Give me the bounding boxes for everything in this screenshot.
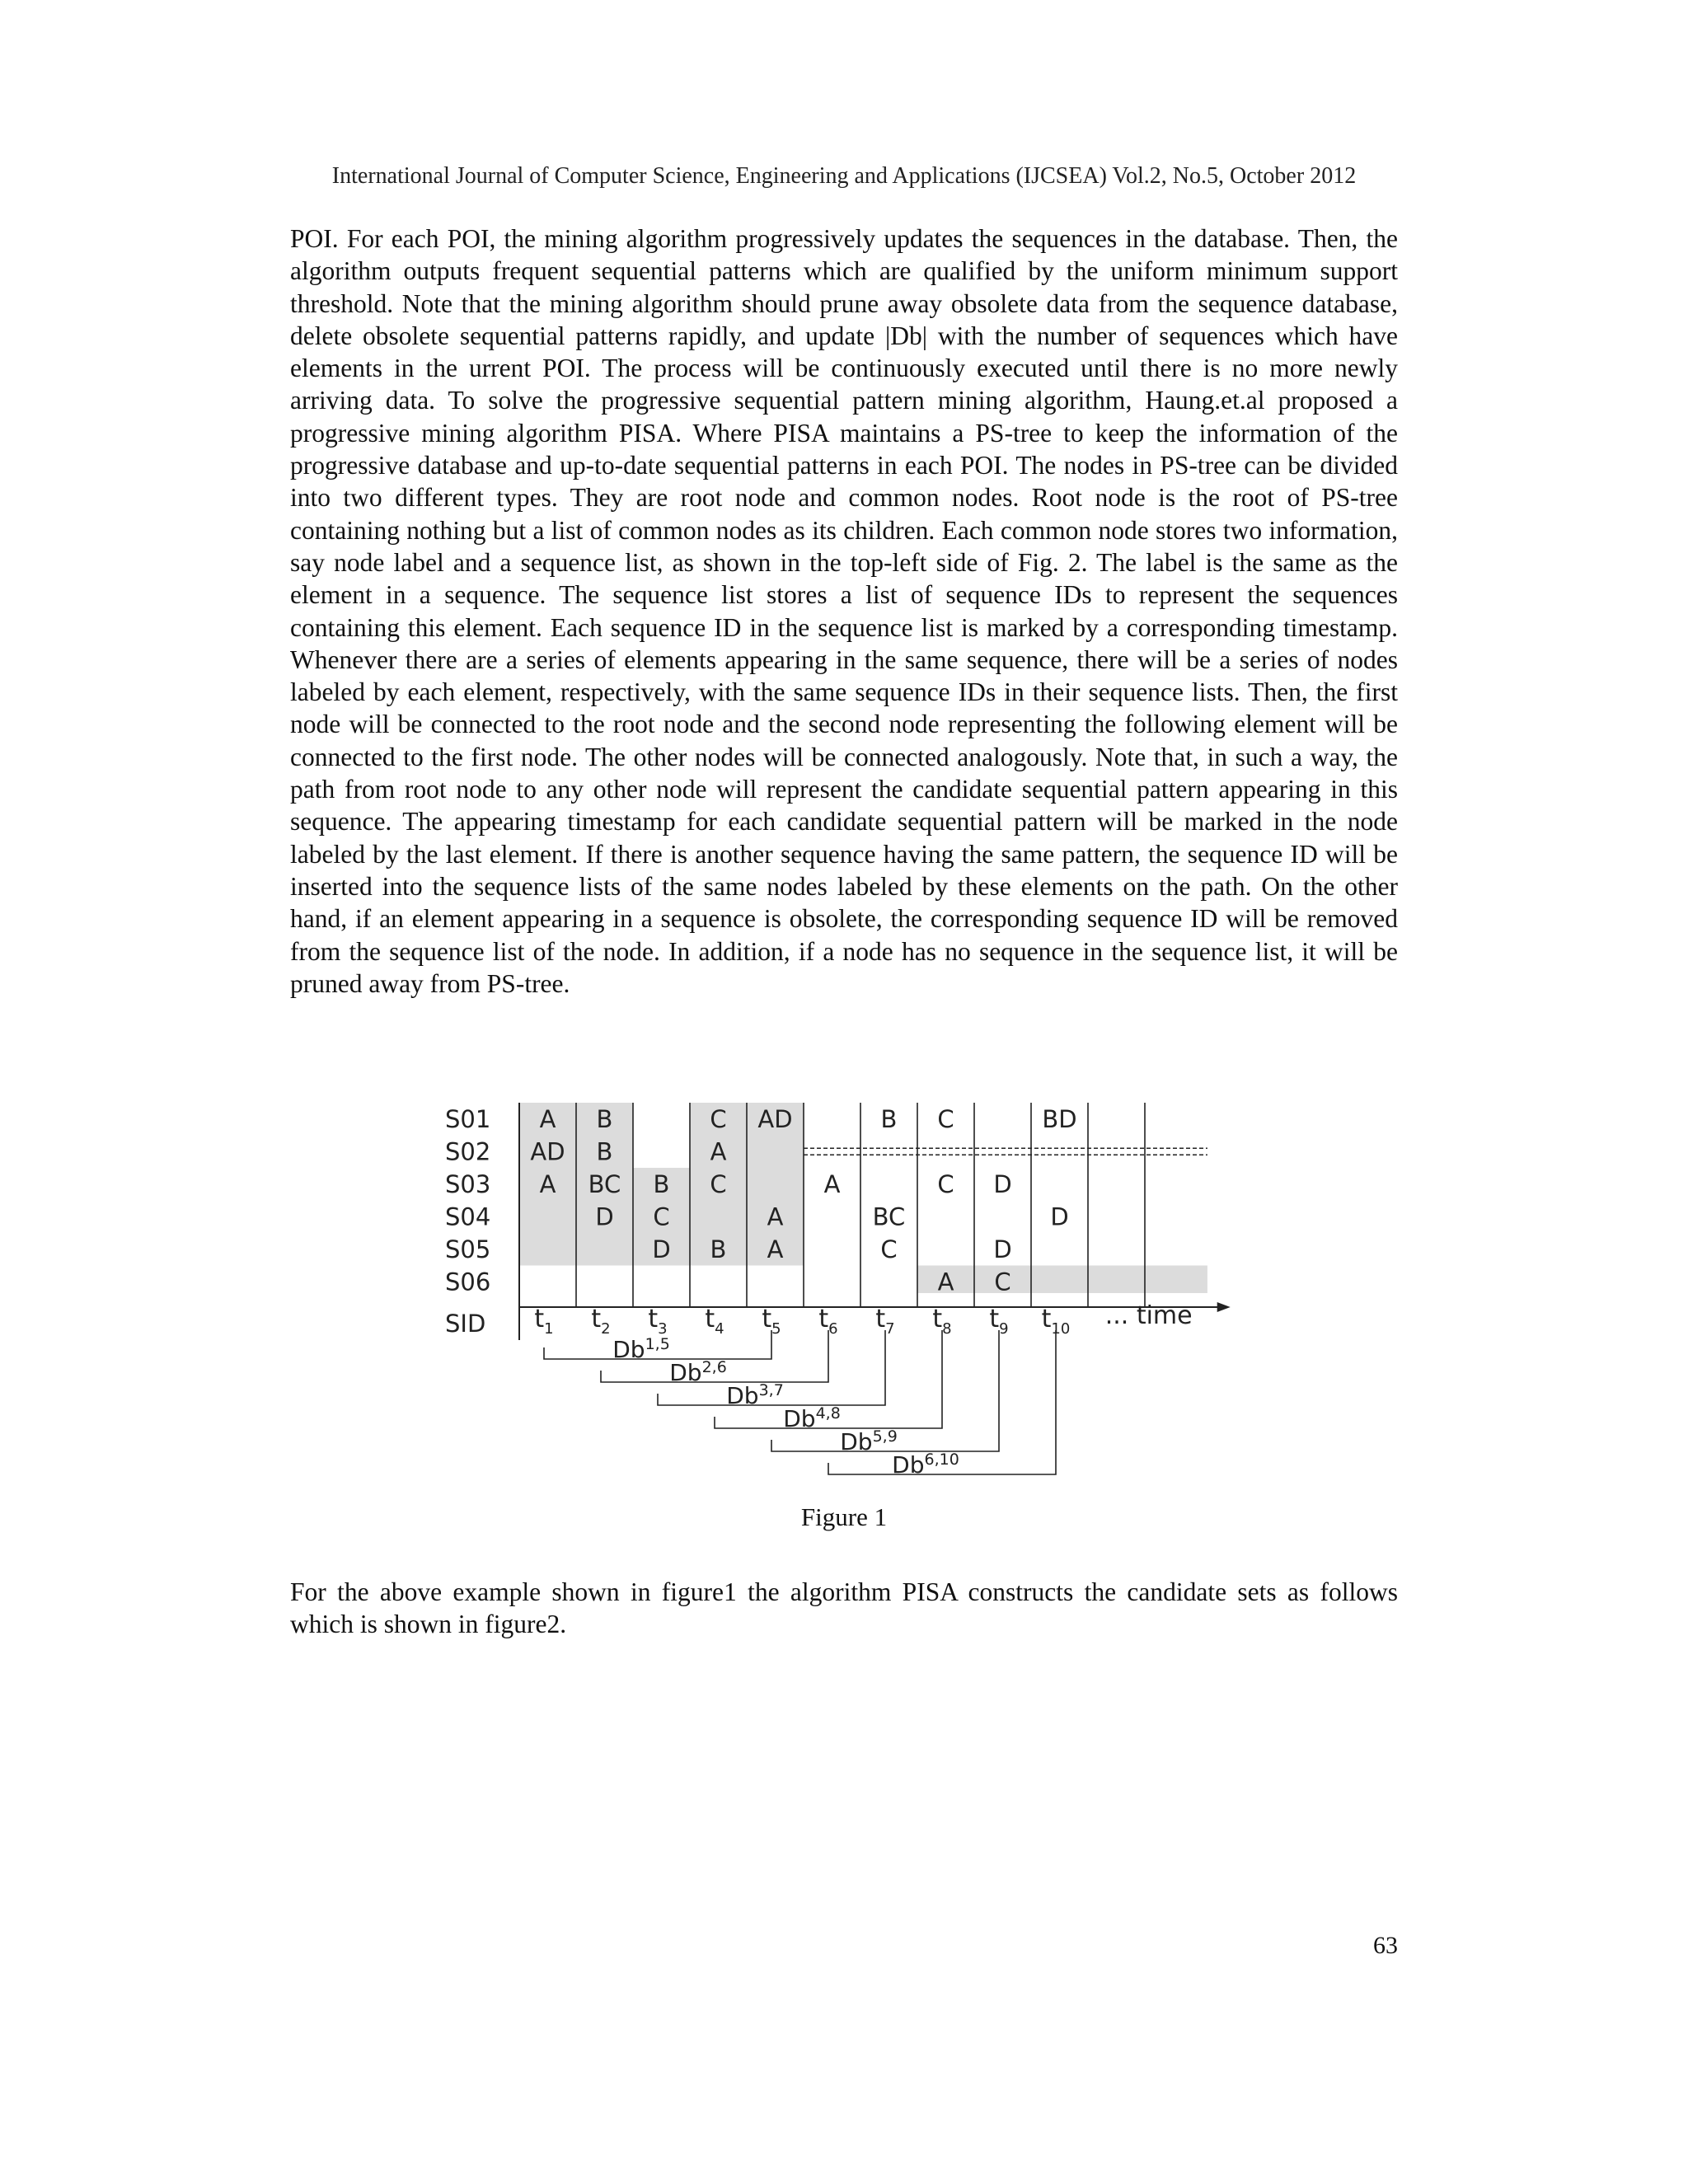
shaded-s06-region [917, 1266, 1207, 1294]
sequence-item: B [653, 1169, 670, 1198]
sequence-id-label: S03 [445, 1169, 491, 1198]
timestamp-label: $t_5$ [762, 1305, 781, 1338]
sequence-item: D [652, 1235, 671, 1263]
window-label: Db$^{1,5}$ [612, 1335, 670, 1363]
sequence-id-label: S06 [445, 1268, 491, 1296]
body-paragraph: POI. For each POI, the mining algorithm progressively updates the sequences in the database. Then, the algorithm outputs frequent sequential patterns which are qualified by the uniform minimum support threshold. Note that the mining algorithm should prune away obsolete data from the sequence database, delete obsolete sequential patterns rapidly, and update |Db| with the number of sequences which have elements in the urrent POI. The process will be continuously executed until there is no more newly arriving data. To solve the progressive sequential pattern mining algorithm, Haung.et.al proposed a progressive mining algorithm PISA. Where PISA maintains a PS-tree to keep the information of the progressive database and up-to-date sequential patterns in each POI. The nodes in PS-tree can be divided into two different types. They are root node and common nodes. Root node is the root of PS-tree containing nothing but a list of common nodes as its children. Each common node stores two information, say node label and a sequence list, as shown in the top-left side of Fig. 2. The label is the same as the element in a sequence. The sequence list stores a list of sequence IDs to represent the sequences containing this element. Each sequence ID in the sequence list is marked by a corresponding timestamp. Whenever there are a series of elements appearing in the same sequence, there will be a series of nodes labeled by each element, respectively, with the same sequence IDs in their sequence lists. Then, the first node will be connected to the root node and the second node representing the following element will be connected to the first node. The other nodes will be connected analogously. Note that, in such a way, the path from root node to any other node will represent the candidate sequential pattern appearing in this sequence. The appearing timestamp for each candidate sequential pattern will be marked in the node labeled by the last element. If there is another sequence having the same pattern, the sequence ID will be inserted into the sequence lists of the same nodes labeled by these elements on the path. On the other hand, if an element appearing in a sequence is obsolete, the corresponding sequence ID will be removed from the sequence list of the node. In addition, if a node has no sequence in the sequence list, it will be pruned away from PS-tree. [290, 224, 1398, 998]
sequence-id-label: S04 [445, 1202, 491, 1231]
timestamp-label: $t_6$ [818, 1305, 838, 1338]
running-header: International Journal of Computer Science, Engineering and Applications (IJCSEA) Vol.2, No.5, October 2012 [331, 163, 1357, 189]
sequence-item: D [1050, 1202, 1069, 1231]
sequence-id-label: S05 [445, 1235, 491, 1263]
sequence-item: BD [1042, 1104, 1077, 1133]
sequence-item: A [767, 1202, 784, 1231]
sequence-item: B [880, 1104, 898, 1133]
window-label: Db$^{2,6}$ [669, 1358, 727, 1386]
sequence-item: D [993, 1235, 1012, 1263]
sequence-item: BC [588, 1169, 621, 1198]
figure-caption: Figure 1 [800, 1502, 888, 1531]
window-label: Db$^{6,10}$ [892, 1451, 959, 1479]
timestamp-label: $t_4$ [705, 1305, 724, 1338]
sequence-item: A [823, 1169, 841, 1198]
window-label: Db$^{3,7}$ [726, 1381, 784, 1409]
timestamp-label: $t_1$ [534, 1305, 554, 1338]
time-axis-label: ... time [1104, 1301, 1193, 1330]
sequence-item: AD [530, 1137, 565, 1166]
sequence-item: C [937, 1104, 954, 1133]
sequence-item: C [994, 1268, 1011, 1296]
sequence-item: A [539, 1169, 556, 1198]
timestamp-label: $t_{10}$ [1041, 1305, 1071, 1338]
sequence-id-label: S01 [445, 1104, 491, 1133]
timestamp-label: $t_7$ [875, 1305, 895, 1338]
sequence-item: B [596, 1137, 613, 1166]
sequence-item: A [767, 1235, 784, 1263]
sequence-timeline-diagram [445, 1094, 1236, 1498]
timestamp-label: $t_8$ [932, 1305, 952, 1338]
sid-axis-label: SID [445, 1310, 486, 1338]
time-axis-arrowhead [1217, 1302, 1231, 1312]
page-number: 63 [1373, 1932, 1398, 1959]
sequence-item: B [710, 1235, 727, 1263]
sequence-item: D [993, 1169, 1012, 1198]
timestamp-label: $t_3$ [648, 1305, 668, 1338]
window-label: Db$^{5,9}$ [840, 1427, 898, 1455]
sequence-item: C [937, 1169, 954, 1198]
sequence-item: A [539, 1104, 556, 1133]
body-paragraph-closing: For the above example shown in figure1 the algorithm PISA constructs the candidate sets as follows which is shown in figure2. [290, 1577, 1398, 1639]
sequence-item: C [653, 1202, 670, 1231]
sequence-item: A [937, 1268, 954, 1296]
sequence-item: C [880, 1235, 898, 1263]
sequence-item: A [710, 1137, 727, 1166]
timestamp-label: $t_9$ [989, 1305, 1009, 1338]
sequence-item: AD [757, 1104, 793, 1133]
sequence-item: BC [872, 1202, 906, 1231]
timestamp-label: $t_2$ [591, 1305, 611, 1338]
sequence-id-label: S02 [445, 1137, 491, 1166]
sequence-item: D [595, 1202, 614, 1231]
unshaded-gap [633, 1103, 690, 1168]
sequence-item: C [710, 1104, 727, 1133]
sequence-item: B [596, 1104, 613, 1133]
figure-1 [445, 1094, 1236, 1498]
sequence-item: C [710, 1169, 727, 1198]
window-label: Db$^{4,8}$ [783, 1404, 841, 1432]
